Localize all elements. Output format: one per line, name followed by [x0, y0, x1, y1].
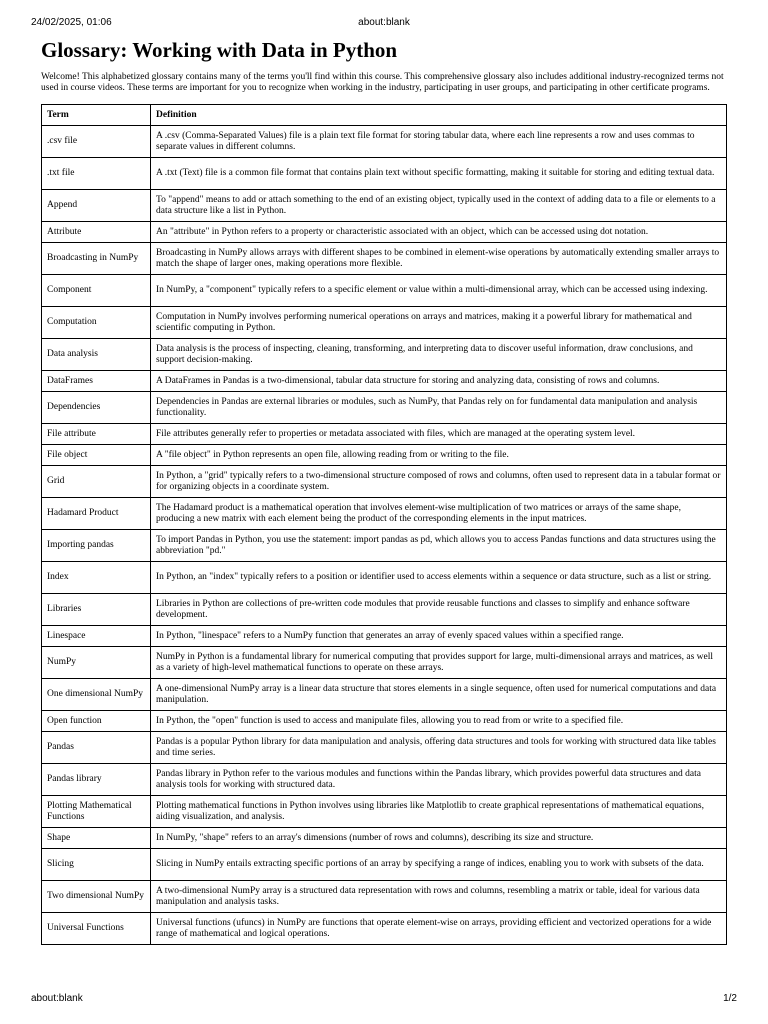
print-footer-url: about:blank	[31, 993, 83, 1004]
glossary-term: Hadamard Product	[42, 498, 151, 530]
table-row	[42, 530, 727, 562]
glossary-definition: Broadcasting in NumPy allows arrays with different shapes to be combined in element-wise operations by automatically extending smaller arrays to match the shape of larger ones, making operations more flexible.	[151, 243, 727, 275]
print-footer	[31, 993, 737, 1007]
glossary-term: NumPy	[42, 647, 151, 679]
glossary-definition: A .txt (Text) file is a common file format that contains plain text without specific formatting, making it suitable for storing and editing textual data.	[151, 158, 727, 190]
glossary-definition: To import Pandas in Python, you use the statement: import pandas as pd, which allows you to access Pandas functions and data structures using the abbreviation "pd."	[151, 530, 727, 562]
glossary-definition: Data analysis is the process of inspecting, cleaning, transforming, and interpreting data to discover useful information, draw conclusions, and support decision-making.	[151, 339, 727, 371]
glossary-term: Universal Functions	[42, 913, 151, 945]
glossary-definition: Plotting mathematical functions in Python involves using libraries like Matplotlib to create graphical representations of mathematical equations, aiding visualization, and analysis.	[151, 796, 727, 828]
glossary-term: DataFrames	[42, 371, 151, 392]
glossary-definition: Pandas library in Python refer to the various modules and functions within the Pandas library, which provides powerful data structures and data analysis tools for working with structured data.	[151, 764, 727, 796]
glossary-term: Broadcasting in NumPy	[42, 243, 151, 275]
table-row	[42, 679, 727, 711]
glossary-term: Component	[42, 275, 151, 307]
table-row	[42, 881, 727, 913]
glossary-term: Append	[42, 190, 151, 222]
table-row	[42, 764, 727, 796]
table-row	[42, 158, 727, 190]
glossary-term: Slicing	[42, 849, 151, 881]
glossary-term: Shape	[42, 828, 151, 849]
glossary-term: Computation	[42, 307, 151, 339]
glossary-definition: A one-dimensional NumPy array is a linear data structure that stores elements in a single sequence, often used for numerical computations and data manipulation.	[151, 679, 727, 711]
print-page-title: about:blank	[358, 17, 410, 28]
glossary-term: .csv file	[42, 126, 151, 158]
table-row	[42, 913, 727, 945]
table-row	[42, 243, 727, 275]
glossary-definition: A .csv (Comma-Separated Values) file is a plain text file format for storing tabular data, where each line represents a row and uses commas to separate values in different columns.	[151, 126, 727, 158]
table-row	[42, 828, 727, 849]
table-row	[42, 371, 727, 392]
print-datetime: 24/02/2025, 01:06	[31, 17, 112, 28]
table-row	[42, 339, 727, 371]
glossary-term: Linespace	[42, 626, 151, 647]
glossary-definition: In NumPy, "shape" refers to an array's dimensions (number of rows and columns), describing its size and structure.	[151, 828, 727, 849]
glossary-term: Dependencies	[42, 392, 151, 424]
glossary-definition: Universal functions (ufuncs) in NumPy are functions that operate element-wise on arrays, providing efficient and vectorized operations for a wide range of mathematical and logical operations.	[151, 913, 727, 945]
glossary-definition: In Python, a "grid" typically refers to a two-dimensional structure composed of rows and columns, often used to represent data in a tabular format or for organizing objects in a coordinate system.	[151, 466, 727, 498]
glossary-term: Two dimensional NumPy	[42, 881, 151, 913]
table-row	[42, 732, 727, 764]
table-row	[42, 647, 727, 679]
table-header-row	[42, 105, 727, 126]
glossary-term: One dimensional NumPy	[42, 679, 151, 711]
glossary-definition: A "file object" in Python represents an open file, allowing reading from or writing to the file.	[151, 445, 727, 466]
glossary-definition: Pandas is a popular Python library for data manipulation and analysis, offering data structures and tools for working with structured data like tables and time series.	[151, 732, 727, 764]
glossary-definition: In Python, an "index" typically refers to a position or identifier used to access elements within a sequence or data structure, such as a list or string.	[151, 562, 727, 594]
page-number: 1/2	[723, 993, 737, 1004]
glossary-definition: Libraries in Python are collections of pre-written code modules that provide reusable functions and classes to simplify and enhance software development.	[151, 594, 727, 626]
glossary-term: Index	[42, 562, 151, 594]
glossary-definition: Computation in NumPy involves performing numerical operations on arrays and matrices, making it a powerful library for mathematical and scientific computing in Python.	[151, 307, 727, 339]
table-row	[42, 307, 727, 339]
table-row	[42, 849, 727, 881]
print-header	[31, 17, 737, 31]
glossary-definition: In Python, the "open" function is used to access and manipulate files, allowing you to read from or write to a specified file.	[151, 711, 727, 732]
glossary-definition: To "append" means to add or attach something to the end of an existing object, typically used in the context of adding data to a file or elements to a data structure like a list in Python.	[151, 190, 727, 222]
glossary-term: File attribute	[42, 424, 151, 445]
table-row	[42, 711, 727, 732]
glossary-term: Grid	[42, 466, 151, 498]
glossary-term: Open function	[42, 711, 151, 732]
intro-paragraph: Welcome! This alphabetized glossary contains many of the terms you'll find within this course. This comprehensive glossary also includes additional industry-recognized terms not used in course videos. These terms are important for you to recognize when working in the industry, participating in user groups, and participating in other certificate programs.	[41, 72, 724, 93]
table-row	[42, 445, 727, 466]
table-row	[42, 626, 727, 647]
glossary-term: Attribute	[42, 222, 151, 243]
table-row	[42, 190, 727, 222]
glossary-term: Plotting Mathematical Functions	[42, 796, 151, 828]
glossary-term: .txt file	[42, 158, 151, 190]
glossary-table-body	[42, 126, 727, 945]
glossary-definition: A two-dimensional NumPy array is a structured data representation with rows and columns, resembling a matrix or table, ideal for various data manipulation and analysis tasks.	[151, 881, 727, 913]
glossary-term: File object	[42, 445, 151, 466]
glossary-definition: Dependencies in Pandas are external libraries or modules, such as NumPy, that Pandas rely on for fundamental data manipulation and analysis functionality.	[151, 392, 727, 424]
table-row	[42, 222, 727, 243]
glossary-definition: In NumPy, a "component" typically refers to a specific element or value within a multi-dimensional array, which can be accessed using indexing.	[151, 275, 727, 307]
glossary-definition: File attributes generally refer to properties or metadata associated with files, which are managed at the operating system level.	[151, 424, 727, 445]
glossary-term: Importing pandas	[42, 530, 151, 562]
glossary-definition: The Hadamard product is a mathematical operation that involves element-wise multiplication of two matrices or arrays of the same shape, producing a new matrix with each element being the product of the corresponding elements in the input matrices.	[151, 498, 727, 530]
table-row	[42, 392, 727, 424]
glossary-term: Data analysis	[42, 339, 151, 371]
table-row	[42, 498, 727, 530]
glossary-definition: A DataFrames in Pandas is a two-dimensional, tabular data structure for storing and analyzing data, consisting of rows and columns.	[151, 371, 727, 392]
table-row	[42, 466, 727, 498]
table-row	[42, 594, 727, 626]
glossary-definition: Slicing in NumPy entails extracting specific portions of an array by specifying a range of indices, enabling you to work with subsets of the data.	[151, 849, 727, 881]
table-row	[42, 126, 727, 158]
column-header-definition: Definition	[151, 105, 727, 126]
glossary-term: Pandas library	[42, 764, 151, 796]
glossary-definition: NumPy in Python is a fundamental library for numerical computing that provides support for large, multi-dimensional arrays and matrices, as well as a variety of high-level mathematical functions to operate on these arrays.	[151, 647, 727, 679]
page-title: Glossary: Working with Data in Python	[41, 38, 398, 62]
column-header-term: Term	[42, 105, 151, 126]
table-row	[42, 562, 727, 594]
glossary-term: Libraries	[42, 594, 151, 626]
glossary-term: Pandas	[42, 732, 151, 764]
table-row	[42, 796, 727, 828]
table-row	[42, 424, 727, 445]
glossary-table	[41, 104, 727, 945]
document-body	[41, 38, 727, 945]
glossary-definition: In Python, "linespace" refers to a NumPy function that generates an array of evenly spaced values within a specified range.	[151, 626, 727, 647]
glossary-definition: An "attribute" in Python refers to a property or characteristic associated with an object, which can be accessed using dot notation.	[151, 222, 727, 243]
table-row	[42, 275, 727, 307]
